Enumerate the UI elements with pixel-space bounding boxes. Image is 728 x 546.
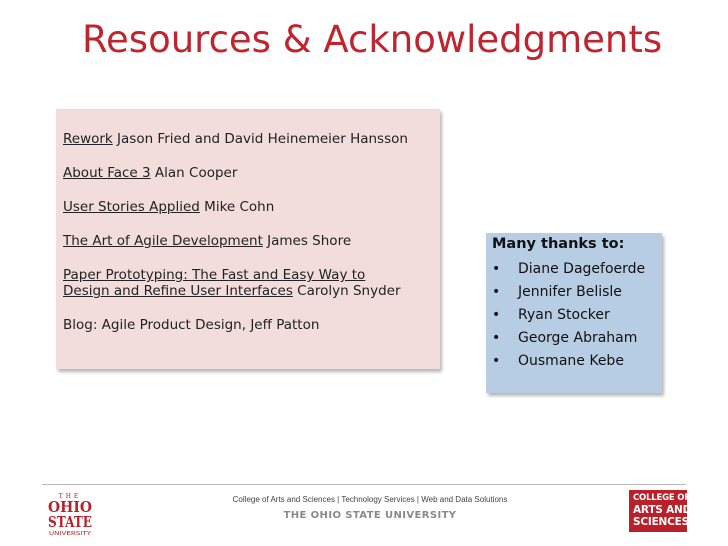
footer-university-wordmark: THE OHIO STATE UNIVERSITY <box>283 510 457 521</box>
svg-text:OHIO: OHIO <box>48 498 92 516</box>
svg-text:UNIVERSITY: UNIVERSITY <box>49 531 92 537</box>
bullet: • <box>492 330 501 346</box>
resource-book-link[interactable]: The Art of Agile Development <box>63 233 263 249</box>
bullet: • <box>492 307 501 323</box>
resource-author: Alan Cooper <box>150 165 238 181</box>
college-logo-line: COLLEGE OF <box>633 493 690 503</box>
resource-book-link[interactable]: Rework <box>63 131 113 147</box>
thanks-name: Ousmane Kebe <box>518 353 624 369</box>
svg-text:THE: THE <box>58 493 82 500</box>
resource-book-link[interactable]: Design and Refine User Interfaces <box>63 283 293 299</box>
resource-blog: Blog: Agile Product Design, Jeff Patton <box>63 317 320 333</box>
list-item <box>492 304 662 327</box>
list-item <box>492 281 662 304</box>
resource-item <box>63 199 440 215</box>
resource-item <box>63 131 440 147</box>
footer-divider <box>42 484 686 485</box>
resources-box <box>56 109 440 369</box>
college-logo-line: SCIENCES <box>633 516 689 528</box>
college-logo-line: ARTS AND <box>633 504 692 516</box>
resource-book-link[interactable]: Paper Prototyping: The Fast and Easy Way to <box>63 267 366 283</box>
thanks-box <box>486 233 662 393</box>
resource-item <box>63 165 440 181</box>
resource-author: James Shore <box>262 233 352 249</box>
thanks-list <box>492 258 662 373</box>
college-logo <box>629 490 692 532</box>
list-item <box>492 350 662 373</box>
thanks-name: Ryan Stocker <box>518 307 610 323</box>
bullet: • <box>492 261 501 277</box>
footer-departments: College of Arts and Sciences | Technology Services | Web and Data Solutions <box>232 495 508 504</box>
list-item <box>492 258 662 281</box>
thanks-name: Diane Dagefoerde <box>518 261 646 277</box>
resource-author: Carolyn Snyder <box>292 283 401 299</box>
thanks-name: Jennifer Belisle <box>518 284 622 300</box>
thanks-name: George Abraham <box>518 330 638 346</box>
bullet: • <box>492 353 501 369</box>
ohio-state-logo <box>46 491 94 537</box>
resource-item <box>63 233 440 249</box>
svg-text:STATE: STATE <box>48 513 92 531</box>
list-item <box>492 327 662 350</box>
thanks-heading: Many thanks to: <box>492 236 625 252</box>
bullet: • <box>492 284 501 300</box>
slide-title: Resources & Acknowledgments <box>82 18 663 61</box>
resource-item <box>63 267 440 299</box>
resource-book-link[interactable]: About Face 3 <box>63 165 151 181</box>
resource-book-link[interactable]: User Stories Applied <box>63 199 200 215</box>
resource-item <box>63 317 440 333</box>
resource-author: Jason Fried and David Heinemeier Hansson <box>112 131 408 147</box>
resource-author: Mike Cohn <box>199 199 275 215</box>
